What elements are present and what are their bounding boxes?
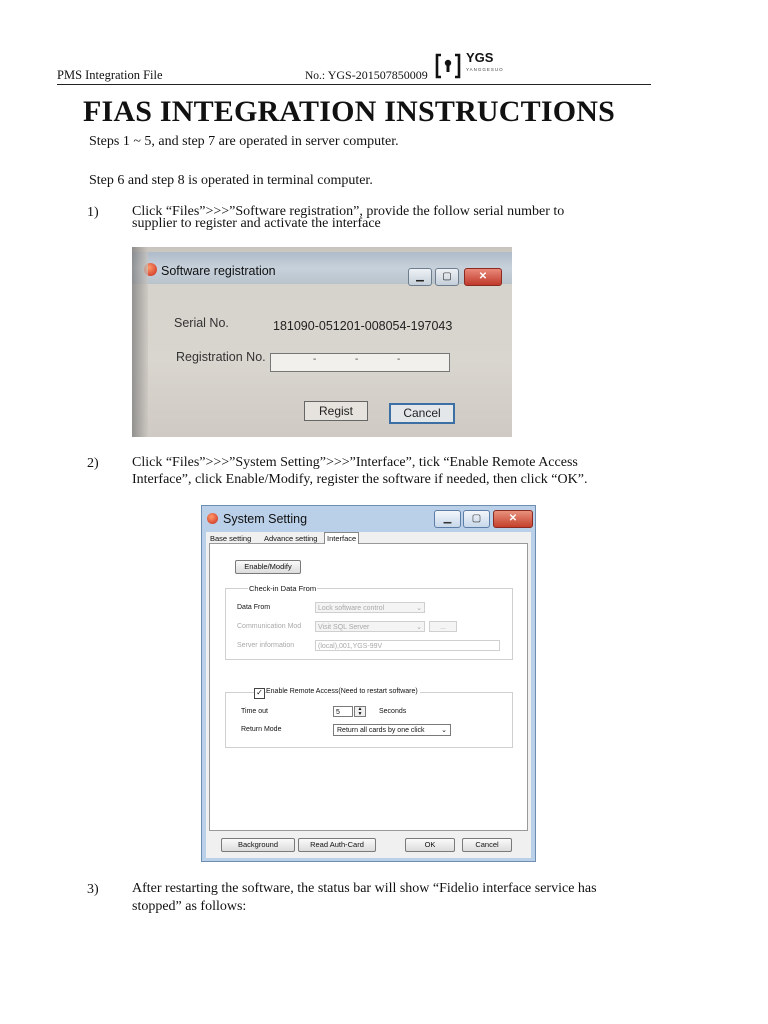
step-number: 1) — [87, 205, 99, 220]
step-text: Interface”, click Enable/Modify, register the software if needed, then click “OK”. — [132, 472, 588, 487]
ygs-logo — [434, 52, 504, 80]
logo-text: YGS — [466, 50, 494, 65]
software-registration-screenshot — [132, 247, 512, 437]
dialog-titlebar — [132, 252, 512, 284]
registration-separator: - — [397, 354, 401, 365]
return-mode-select[interactable]: Return all cards by one click ⌄ — [333, 724, 451, 736]
close-icon: ✕ — [508, 513, 518, 524]
registration-input[interactable] — [270, 353, 450, 372]
step-text: supplier to register and activate the interface — [132, 216, 381, 231]
step-number: 3) — [87, 882, 99, 897]
doc-number-label: No.: — [305, 70, 326, 82]
arrow-down-icon: ▼ — [357, 711, 363, 717]
system-setting-screenshot — [201, 505, 536, 862]
close-button[interactable] — [493, 510, 533, 528]
enable-remote-label: Enable Remote Access(Need to restart software) — [266, 688, 418, 695]
doc-header-title: PMS Integration File — [57, 68, 163, 82]
timeout-label: Time out — [241, 708, 268, 715]
close-button[interactable] — [464, 268, 502, 286]
minimize-button[interactable] — [408, 268, 432, 286]
group-title: Check-in Data From — [249, 584, 317, 593]
regist-button[interactable]: Regist — [304, 401, 368, 421]
enable-remote-checkbox[interactable] — [254, 688, 265, 699]
minimize-button[interactable] — [434, 510, 461, 528]
timeout-stepper[interactable] — [354, 706, 366, 717]
tab-base-setting[interactable]: Base setting — [210, 534, 252, 543]
doc-number-value: YGS-201507850009 — [327, 68, 428, 82]
maximize-icon: ▢ — [442, 271, 452, 282]
check-icon: ✓ — [256, 688, 263, 697]
arrow-up-icon: ▲ — [357, 706, 363, 712]
maximize-icon: ▢ — [471, 513, 482, 524]
cancel-button[interactable]: Cancel — [462, 838, 512, 852]
tab-panel-interface — [209, 543, 528, 831]
data-from-select[interactable]: Lock software control ⌄ — [315, 602, 425, 613]
cancel-button[interactable]: Cancel — [389, 403, 455, 424]
chevron-down-icon: ⌄ — [441, 727, 447, 734]
background-button[interactable]: Background — [221, 838, 295, 852]
step-text: stopped” as follows: — [132, 899, 247, 914]
registration-separator: - — [355, 354, 359, 365]
return-mode-label: Return Mode — [241, 726, 282, 733]
minimize-icon: ▁ — [416, 271, 424, 282]
maximize-button[interactable] — [463, 510, 490, 528]
tab-interface[interactable]: Interface — [324, 532, 359, 544]
logo-subtext: YANGGESUO — [466, 67, 504, 72]
window-body — [206, 532, 531, 858]
app-icon — [207, 513, 218, 524]
remote-access-group — [225, 692, 513, 748]
read-auth-card-button[interactable]: Read Auth-Card — [298, 838, 376, 852]
registration-label: Registration No. — [176, 350, 266, 364]
lock-bracket-icon — [434, 52, 462, 80]
ok-button[interactable]: OK — [405, 838, 455, 852]
chevron-down-icon: ⌄ — [416, 624, 422, 631]
serial-value: 181090-051201-008054-197043 — [273, 319, 453, 333]
intro-line: Step 6 and step 8 is operated in terminal computer. — [89, 173, 373, 188]
comm-mode-browse-button[interactable]: ... — [429, 621, 457, 632]
server-info-label: Server information — [237, 642, 295, 649]
dialog-title: Software registration — [161, 264, 276, 278]
server-info-field[interactable]: (local),001,YGS-99V — [315, 640, 500, 651]
step-number: 2) — [87, 456, 99, 471]
timeout-input[interactable]: 5 — [333, 706, 353, 717]
intro-line: Steps 1 ~ 5, and step 7 are operated in server computer. — [89, 134, 399, 149]
close-icon: ✕ — [478, 271, 488, 282]
enable-modify-button[interactable]: Enable/Modify — [235, 560, 301, 574]
step-text: Click “Files”>>>”System Setting”>>>”Interface”, tick “Enable Remote Access — [132, 455, 578, 470]
window-title: System Setting — [223, 512, 308, 526]
header-divider — [57, 84, 651, 85]
chevron-down-icon: ⌄ — [416, 605, 422, 612]
page-title: FIAS INTEGRATION INSTRUCTIONS — [83, 95, 616, 128]
comm-mode-select[interactable]: Visit SQL Server ⌄ — [315, 621, 425, 632]
comm-mode-label: Communication Mod — [237, 623, 302, 630]
tab-advance-setting[interactable]: Advance setting — [264, 534, 318, 543]
step-text: After restarting the software, the status bar will show “Fidelio interface service has — [132, 881, 597, 896]
timeout-unit: Seconds — [379, 708, 407, 715]
serial-label: Serial No. — [174, 316, 229, 330]
step-text: Click “Files”>>>”Software registration”, provide the follow serial number to — [132, 204, 565, 219]
maximize-button[interactable] — [435, 268, 459, 286]
registration-separator: - — [313, 354, 317, 365]
minimize-icon: ▁ — [443, 513, 452, 524]
doc-number — [305, 68, 428, 83]
data-from-label: Data From — [237, 604, 271, 611]
